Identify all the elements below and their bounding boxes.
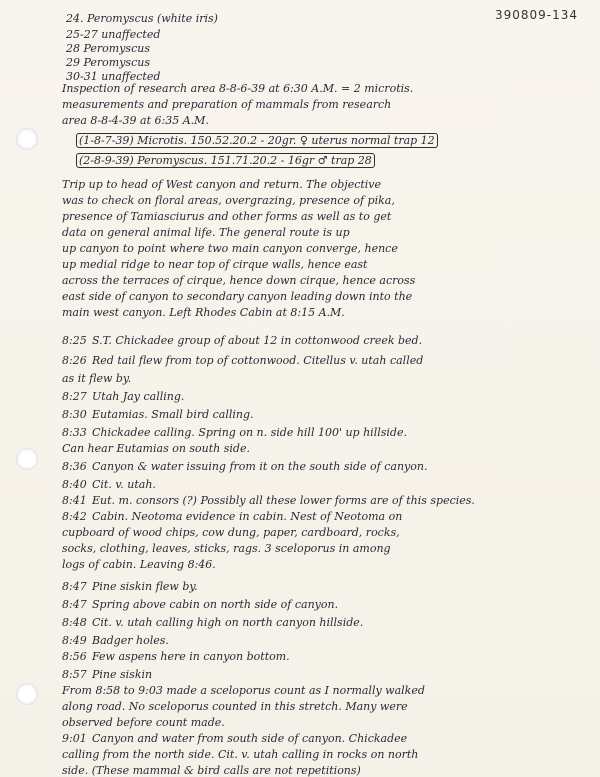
entry-text: as it flew by.	[62, 372, 132, 385]
entry-text: Eut. m. consors (?) Possibly all these lower forms are of this species.	[92, 494, 475, 507]
note-line	[62, 114, 209, 127]
punch-hole	[16, 128, 38, 150]
entry-text: Pine siskin flew by.	[92, 580, 198, 593]
entry-text: 30-31 unaffected	[66, 70, 161, 83]
note-line	[62, 408, 254, 421]
entry-time: 8:48	[62, 616, 87, 629]
note-line	[62, 460, 427, 473]
note-line	[62, 98, 391, 111]
note-line	[62, 334, 422, 347]
note-line	[62, 526, 400, 539]
entry-time: 8:47	[62, 598, 87, 611]
note-line	[62, 226, 350, 239]
entry-text: Cabin. Neotoma evidence in cabin. Nest of Neotoma on	[92, 510, 403, 523]
entry-text: up medial ridge to near top of cirque walls, hence east	[62, 258, 368, 271]
entry-text: Utah Jay calling.	[92, 390, 185, 403]
note-line	[62, 510, 402, 523]
note-line	[62, 390, 184, 403]
note-line	[62, 372, 131, 385]
note-line	[66, 42, 150, 55]
entry-time: 8:36	[62, 460, 87, 473]
note-line	[76, 134, 438, 147]
entry-time: 8:30	[62, 408, 87, 421]
entry-time: 8:41	[62, 494, 87, 507]
note-line	[62, 442, 250, 455]
note-line	[62, 764, 361, 777]
entry-text: From 8:58 to 9:03 made a sceloporus count as I normally walked	[62, 684, 425, 697]
note-line	[62, 82, 413, 95]
entry-text: Canyon and water from south side of canyon. Chickadee	[92, 732, 408, 745]
entry-text: Few aspens here in canyon bottom.	[92, 650, 290, 663]
entry-time: 8:56	[62, 650, 87, 663]
note-line	[62, 354, 423, 367]
entry-time: 8:40	[62, 478, 87, 491]
note-line	[62, 194, 395, 207]
note-line	[66, 56, 150, 69]
entry-text: side. (These mammal & bird calls are not repetitions)	[62, 764, 361, 777]
entry-text: measurements and preparation of mammals from research	[62, 98, 392, 111]
entry-text: east side of canyon to secondary canyon leading down into the	[62, 290, 413, 303]
entry-text: 24. Peromyscus (white iris)	[66, 12, 218, 25]
entry-text: observed before count made.	[62, 716, 225, 729]
document-id: 390809-134	[495, 8, 579, 22]
note-line	[62, 700, 408, 713]
punch-hole	[16, 448, 38, 470]
entry-text: Cit. v. utah calling high on north canyon hillside.	[92, 616, 364, 629]
note-line	[62, 716, 225, 729]
entry-time: 8:33	[62, 426, 87, 439]
entry-text: 25-27 unaffected	[66, 28, 161, 41]
note-line	[62, 478, 156, 491]
note-line	[62, 558, 216, 571]
entry-text: Badger holes.	[92, 634, 169, 647]
entry-text: socks, clothing, leaves, sticks, rags. 3 sceloporus in among	[62, 542, 391, 555]
entry-text: area 8-8-4-39 at 6:35 A.M.	[62, 114, 209, 127]
entry-time: 8:47	[62, 580, 87, 593]
entry-text: Cit. v. utah.	[92, 478, 156, 491]
entry-text: Spring above cabin on north side of canyon.	[92, 598, 339, 611]
note-line	[62, 542, 391, 555]
entry-text: Inspection of research area 8-8-6-39 at 6:30 A.M. = 2 microtis.	[62, 82, 414, 95]
note-line	[62, 650, 290, 663]
note-line	[62, 732, 407, 745]
entry-text: main west canyon. Left Rhodes Cabin at 8:15 A.M.	[62, 306, 345, 319]
entry-text: Eutamias. Small bird calling.	[92, 408, 254, 421]
entry-text: 29 Peromyscus	[66, 56, 150, 69]
note-line	[62, 178, 381, 191]
entry-time: 8:25	[62, 334, 87, 347]
note-line	[62, 290, 412, 303]
note-line	[62, 598, 338, 611]
note-line	[62, 258, 367, 271]
specimen-record: (1-8-7-39) Microtis. 150.52.20.2 - 20gr. ♀ uterus normal trap 12	[76, 133, 438, 148]
entry-time: 8:42	[62, 510, 87, 523]
entry-time: 8:57	[62, 668, 87, 681]
note-line	[62, 306, 345, 319]
entry-text: presence of Tamiasciurus and other forms as well as to get	[62, 210, 392, 223]
note-line	[62, 616, 363, 629]
entry-text: up canyon to point where two main canyon converge, hence	[62, 242, 398, 255]
entry-time: 8:49	[62, 634, 87, 647]
entry-text: cupboard of wood chips, cow dung, paper, cardboard, rocks,	[62, 526, 400, 539]
entry-text: across the terraces of cirque, hence down cirque, hence across	[62, 274, 416, 287]
entry-text: data on general animal life. The general route is up	[62, 226, 350, 239]
note-line	[62, 426, 407, 439]
entry-text: along road. No sceloporus counted in this stretch. Many were	[62, 700, 408, 713]
entry-text: Chickadee calling. Spring on n. side hill 100' up hillside.	[92, 426, 407, 439]
entry-text: Trip up to head of West canyon and return. The objective	[62, 178, 382, 191]
note-line	[62, 494, 475, 507]
note-line	[76, 154, 375, 167]
punch-hole	[16, 683, 38, 705]
entry-text: was to check on floral areas, overgrazing, presence of pika,	[62, 194, 395, 207]
note-line	[62, 684, 425, 697]
entry-text: Canyon & water issuing from it on the south side of canyon.	[92, 460, 428, 473]
entry-text: Pine siskin	[92, 668, 153, 681]
entry-time: 8:26	[62, 354, 87, 367]
note-line	[62, 748, 418, 761]
note-line	[62, 668, 152, 681]
entry-time: 8:27	[62, 390, 87, 403]
note-line	[66, 12, 218, 25]
entry-text: Red tail flew from top of cottonwood. Citellus v. utah called	[92, 354, 424, 367]
entry-text: Can hear Eutamias on south side.	[62, 442, 250, 455]
note-line	[62, 210, 391, 223]
entry-text: logs of cabin. Leaving 8:46.	[62, 558, 216, 571]
specimen-record: (2-8-9-39) Peromyscus. 151.71.20.2 - 16gr ♂ trap 28	[76, 153, 375, 168]
note-line	[62, 242, 398, 255]
entry-text: 28 Peromyscus	[66, 42, 150, 55]
note-line	[62, 580, 198, 593]
note-line	[62, 274, 415, 287]
entry-time: 9:01	[62, 732, 87, 745]
entry-text: calling from the north side. Cit. v. utah calling in rocks on north	[62, 748, 419, 761]
note-line	[62, 634, 169, 647]
note-line	[66, 28, 160, 41]
entry-text: S.T. Chickadee group of about 12 in cottonwood creek bed.	[92, 334, 423, 347]
